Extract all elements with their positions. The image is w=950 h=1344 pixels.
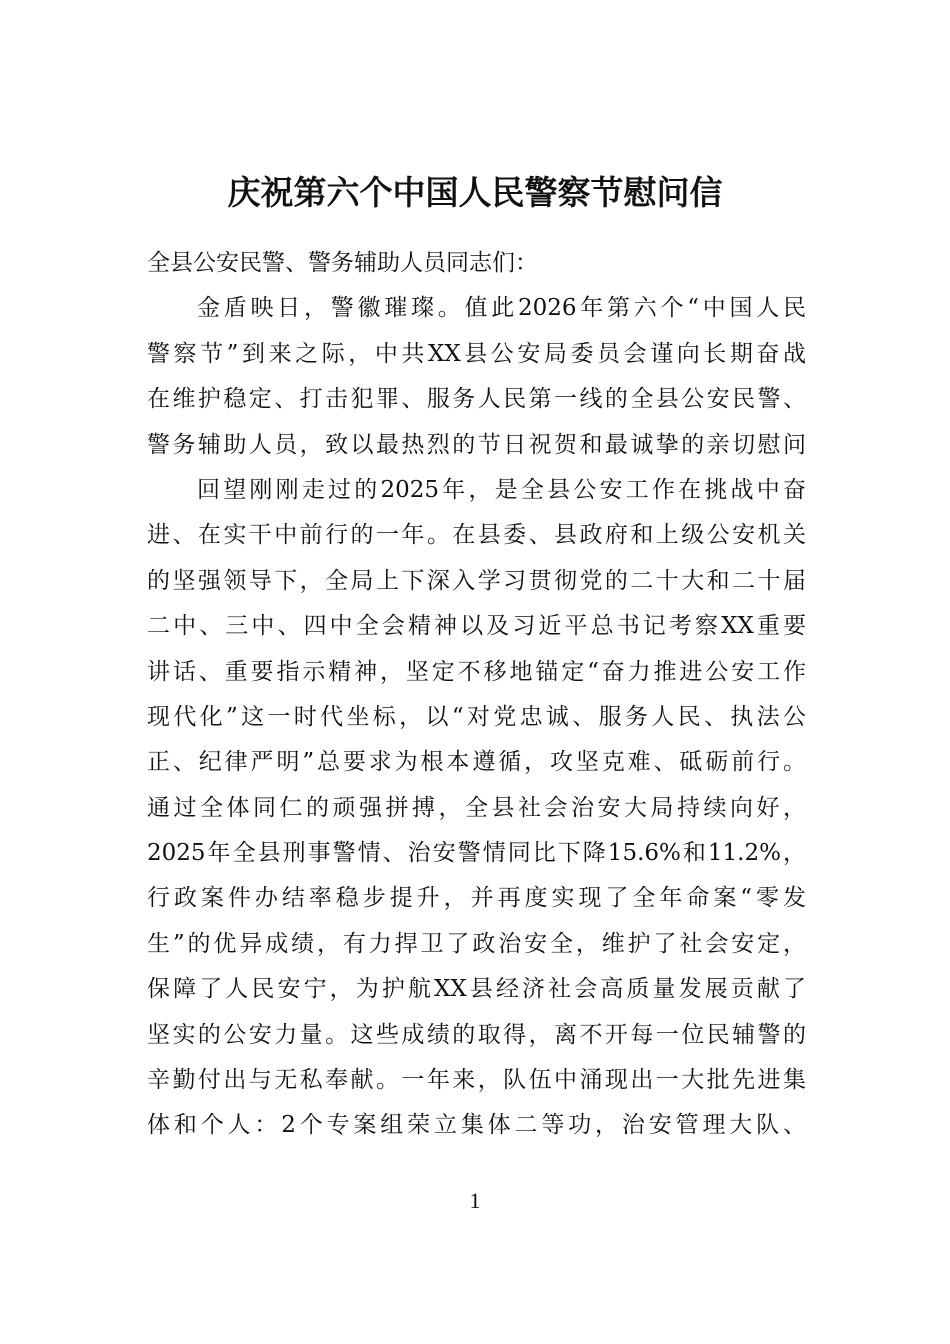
paragraphs [147,286,806,1148]
paragraph-line: 生”的优异成绩，有力捍卫了政治安全，维护了社会安定， [147,930,806,957]
paragraph-line: 讲话、重要指示精神，坚定不移地锚定“奋力推进公安工作 [147,658,806,685]
paragraph-line: 辛勤付出与无私奉献。一年来，队伍中涌现出一大批先进集 [147,1067,806,1094]
paragraph-line: 进、在实干中前行的一年。在县委、县政府和上级公安机关 [147,522,806,549]
paragraph-line: 正、纪律严明”总要求为根本遵循，攻坚克难、砥砺前行。 [147,749,806,776]
page-number: 1 [469,1188,481,1213]
paragraph-line: 保障了人民安宁，为护航XX县经济社会高质量发展贡献了 [147,976,806,1003]
salutation: 全县公安民警、警务辅助人员同志们： [147,250,538,276]
paragraph-line: 通过全体同仁的顽强拼搏，全县社会治安大局持续向好， [147,794,806,821]
paragraph-line: 警务辅助人员，致以最热烈的节日祝贺和最诚挚的亲切慰问 [147,431,806,458]
document-title: 庆祝第六个中国人民警察节慰问信 [227,173,723,212]
paragraph-line: 二中、三中、四中全会精神以及习近平总书记考察XX重要 [147,613,806,640]
paragraph-line: 2025年全县刑事警情、治安警情同比下降15.6%和11.2%， [147,840,806,867]
paragraph-line: 警察节”到来之际，中共XX县公安局委员会谨向长期奋战 [147,340,806,367]
paragraph-line: 的坚强领导下，全局上下深入学习贯彻党的二十大和二十届 [147,567,806,594]
paragraph-line: 行政案件办结率稳步提升，并再度实现了全年命案“零发 [147,885,806,912]
paragraph-line: 在维护稳定、打击犯罪、服务人民第一线的全县公安民警、 [147,386,806,413]
paragraph-line: 现代化”这一时代坐标，以“对党忠诚、服务人民、执法公 [147,703,806,730]
document-body [147,241,806,1149]
paragraph-line: 体和个人：2个专案组荣立集体二等功，治安管理大队、 [147,1112,806,1139]
paragraph-line: 金盾映日，警徽璀璨。值此2026年第六个“中国人民 [197,295,806,322]
paragraph-line: 回望刚刚走过的2025年，是全县公安工作在挑战中奋 [197,476,806,503]
paragraph-line: 坚实的公安力量。这些成绩的取得，离不开每一位民辅警的 [147,1021,806,1048]
